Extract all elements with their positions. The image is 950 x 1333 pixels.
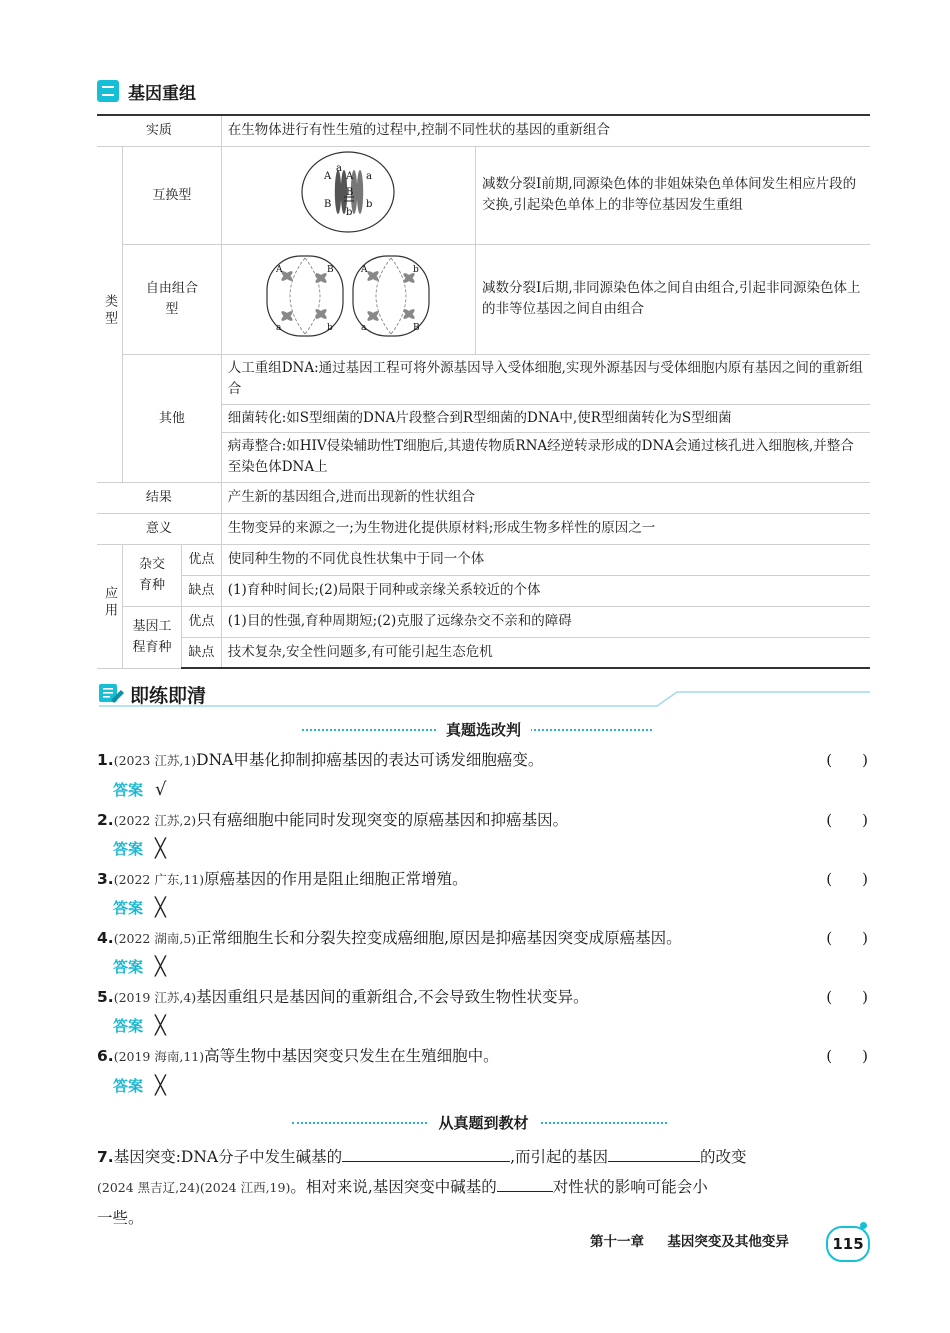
question-2: 2.(2022 江苏,2)只有癌细胞中能同时发现突变的原癌基因和抑癌基因。 ( ) [97, 808, 870, 833]
answer-paren[interactable]: ( ) [826, 811, 868, 829]
blank-1[interactable] [342, 1143, 510, 1162]
answer-paren[interactable]: ( ) [826, 751, 868, 769]
cross-icon: ╳ [155, 956, 166, 977]
cross-icon: ╳ [155, 1075, 166, 1096]
con-label: 缺点 [182, 575, 222, 606]
question-5: 5.(2019 江苏,4)基因重组只是基因间的重新组合,不会导致生物性状变异。 ( ) [97, 985, 870, 1010]
hybrid-pro-text: 使同种生物的不同优良性状集中于同一个体 [221, 544, 870, 575]
meaning-label: 意义 [97, 513, 221, 544]
answer-2: 答案 ╳ [113, 838, 166, 859]
free-figure [221, 244, 475, 354]
chapter-title: 基因突变及其他变异 [667, 1234, 789, 1250]
chapter-number: 第十一章 [590, 1234, 644, 1250]
pro-label: 优点 [182, 544, 222, 575]
table-row [97, 544, 870, 575]
svg-text:B: B [324, 198, 332, 210]
question-7: 7.基因突变:DNA分子中发生碱基的 ,而引起的基因 的改变 (2024 黑吉辽,24)(2024 江西,19)。相对来说,基因突变中碱基的 对性状的影响可能会小 一些。 [97, 1142, 870, 1233]
free-combination-diagram [263, 250, 433, 342]
table-row [97, 513, 870, 544]
svg-text:b: b [413, 264, 420, 275]
svg-text:a: a [336, 162, 343, 174]
genetic-label: 基因工程育种 [123, 606, 182, 668]
answer-paren[interactable]: ( ) [826, 870, 868, 888]
application-label: 应用 [97, 544, 123, 668]
practice-header-decoration [97, 678, 870, 708]
table-row [97, 575, 870, 606]
question-4: 4.(2022 湖南,5)正常细胞生长和分裂失控变成癌细胞,原因是抑癌基因突变成原癌基因。 ( ) [97, 926, 870, 951]
svg-text:A: A [346, 170, 354, 182]
blank-2[interactable] [608, 1143, 700, 1162]
cross-icon: ╳ [155, 1015, 166, 1036]
page-number: 115 [826, 1226, 870, 1262]
answer-paren[interactable]: ( ) [826, 929, 868, 947]
page-dot-icon [860, 1222, 867, 1229]
crossover-diagram [298, 149, 398, 235]
svg-text:A: A [324, 170, 332, 182]
cross-icon: ╳ [155, 897, 166, 918]
answer-4: 答案 ╳ [113, 956, 166, 977]
essence-label: 实质 [97, 115, 221, 146]
answer-paren[interactable]: ( ) [826, 1047, 868, 1065]
part1-divider [97, 719, 870, 741]
page-footer [590, 1230, 789, 1250]
section-title: 基因重组 [128, 83, 196, 104]
part2-divider [97, 1112, 870, 1134]
question-6: 6.(2019 海南,11)高等生物中基因突变只发生在生殖细胞中。 ( ) [97, 1044, 870, 1069]
answer-6: 答案 ╳ [113, 1075, 166, 1096]
other-text-2: 细菌转化:如S型细菌的DNA片段整合到R型细菌的DNA中,使R型细菌转化为S型细菌 [221, 404, 870, 432]
practice-title: 即练即清 [130, 685, 207, 707]
crossover-label: 互换型 [123, 146, 222, 244]
svg-text:A: A [276, 264, 283, 275]
result-text: 产生新的基因组合,进而出现新的性状组合 [221, 482, 870, 513]
pro-label: 优点 [182, 606, 222, 637]
table-row [97, 482, 870, 513]
part1-title: 真题选改判 [436, 719, 531, 741]
question-3: 3.(2022 广东,11)原癌基因的作用是阻止细胞正常增殖。 ( ) [97, 867, 870, 892]
result-label: 结果 [97, 482, 221, 513]
answer-3: 答案 ╳ [113, 897, 166, 918]
free-label: 自由组合型 [123, 244, 222, 354]
svg-text:a: a [361, 322, 367, 333]
cross-icon: ╳ [155, 838, 166, 859]
table-row [97, 354, 870, 404]
types-label: 类型 [97, 146, 123, 482]
table-row [97, 115, 870, 146]
svg-text:b: b [346, 206, 353, 218]
meaning-text: 生物变异的来源之一;为生物进化提供原材料;形成生物多样性的原因之一 [221, 513, 870, 544]
section-header [97, 79, 196, 103]
crossover-text: 减数分裂Ⅰ前期,同源染色体的非姐妹染色单体间发生相应片段的交换,引起染色单体上的非等位基因发生重组 [476, 146, 870, 244]
blank-3[interactable] [497, 1173, 553, 1192]
table-row [97, 637, 870, 668]
essence-text: 在生物体进行有性生殖的过程中,控制不同性状的基因的重新组合 [221, 115, 870, 146]
svg-text:a: a [366, 170, 373, 182]
svg-text:A: A [361, 264, 368, 275]
answer-5: 答案 ╳ [113, 1015, 166, 1036]
svg-text:B: B [413, 322, 420, 333]
gene-recombination-table [97, 114, 870, 669]
genetic-pro-text: (1)目的性强,育种周期短;(2)克服了远缘杂交不亲和的障碍 [221, 606, 870, 637]
other-text-1: 人工重组DNA:通过基因工程可将外源基因导入受体细胞,实现外源基因与受体细胞内原有基因之间的重新组合 [221, 354, 870, 404]
section-badge-icon [97, 80, 119, 102]
table-row [97, 244, 870, 354]
other-label: 其他 [123, 354, 222, 482]
genetic-con-text: 技术复杂,安全性问题多,有可能引起生态危机 [221, 637, 870, 668]
svg-text:B: B [327, 264, 334, 275]
check-icon: √ [155, 779, 167, 800]
practice-header [97, 678, 870, 708]
svg-text:b: b [366, 198, 373, 210]
hybrid-label: 杂交育种 [123, 544, 182, 606]
hybrid-con-text: (1)育种时间长;(2)局限于同种或亲缘关系较近的个体 [221, 575, 870, 606]
svg-text:a: a [276, 322, 282, 333]
free-text: 减数分裂Ⅰ后期,非同源染色体之间自由组合,引起非同源染色体上的非等位基因之间自由组合 [476, 244, 870, 354]
other-text-3: 病毒整合:如HIV侵染辅助性T细胞后,其遗传物质RNA经逆转录形成的DNA会通过核孔进入细胞核,并整合至染色体DNA上 [221, 432, 870, 482]
crossover-figure [221, 146, 475, 244]
answer-paren[interactable]: ( ) [826, 988, 868, 1006]
svg-text:B: B [346, 186, 354, 198]
table-row [97, 606, 870, 637]
part2-title: 从真题到教材 [428, 1112, 538, 1134]
question-1: 1.(2023 江苏,1)DNA甲基化抑制抑癌基因的表达可诱发细胞癌变。 ( ) [97, 748, 870, 773]
answer-1: 答案 √ [113, 779, 167, 800]
svg-text:b: b [327, 322, 334, 333]
con-label: 缺点 [182, 637, 222, 668]
table-row [97, 146, 870, 244]
